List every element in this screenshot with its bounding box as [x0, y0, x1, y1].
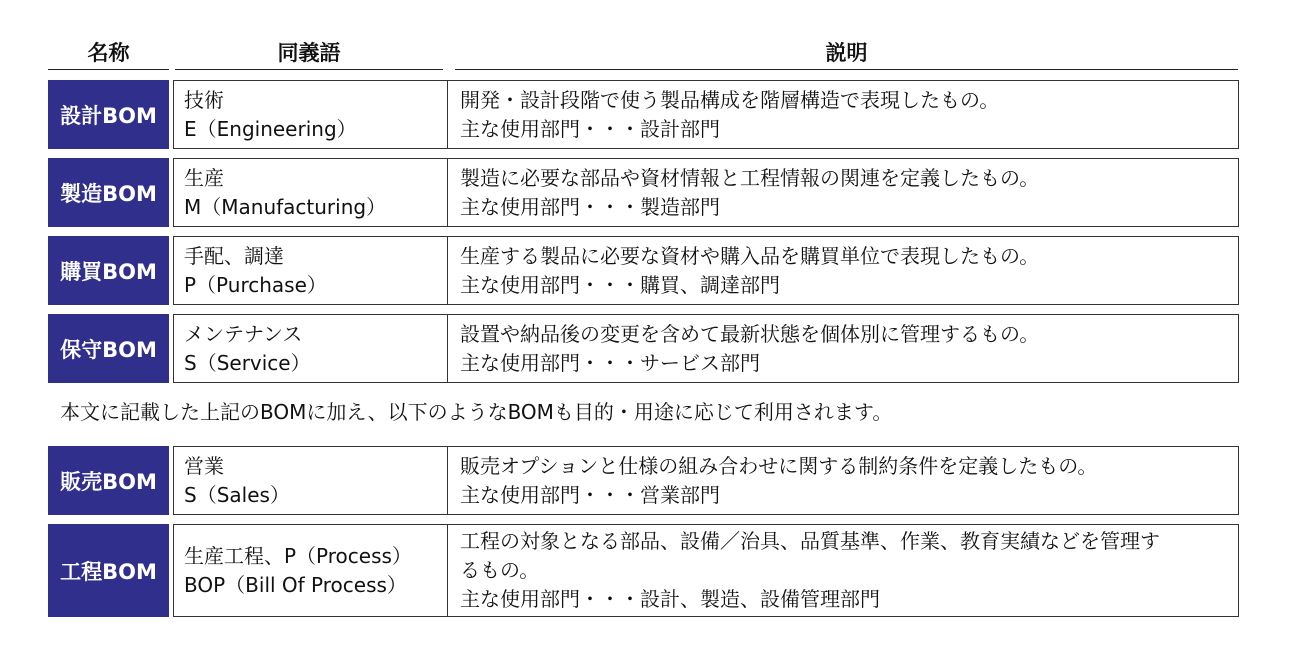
synonym-line: 生産工程、P（Process） — [184, 543, 412, 568]
bom-name: 工程BOM — [48, 524, 169, 617]
description-line: 主な使用部門・・・設計、製造、設備管理部門 — [460, 587, 880, 611]
bom-synonym — [173, 80, 448, 149]
bom-name: 製造BOM — [48, 158, 169, 227]
synonym-line: S（Service） — [184, 350, 311, 375]
description-line: 製造に必要な部品や資材情報と工程情報の関連を定義したもの。 — [460, 165, 1040, 190]
bom-row-sales — [48, 446, 1239, 515]
bom-row-manufacturing — [48, 158, 1239, 227]
bom-synonym — [173, 446, 448, 515]
synonym-line: メンテナンス — [184, 321, 303, 346]
bom-description — [448, 446, 1239, 515]
synonym-line: E（Engineering） — [184, 116, 357, 141]
synonym-line: M（Manufacturing） — [184, 194, 387, 219]
description-line: 主な使用部門・・・購買、調達部門 — [460, 272, 780, 297]
description-line: るもの。 — [460, 558, 540, 582]
bom-description — [448, 524, 1239, 617]
synonym-line: 技術 — [184, 87, 224, 112]
bom-synonym — [173, 314, 448, 383]
bom-row-service — [48, 314, 1239, 383]
description-line: 生産する製品に必要な資材や購入品を購買単位で表現したもの。 — [460, 243, 1040, 268]
bom-description — [448, 158, 1239, 227]
synonym-line: P（Purchase） — [184, 272, 327, 297]
synonym-line: 生産 — [184, 165, 224, 190]
header-description: 説明 — [455, 38, 1238, 70]
bom-description — [448, 80, 1239, 149]
synonym-line: 営業 — [184, 453, 224, 478]
bom-name: 設計BOM — [48, 80, 169, 149]
bom-row-process — [48, 524, 1239, 617]
synonym-line: BOP（Bill Of Process） — [184, 572, 407, 597]
description-line: 工程の対象となる部品、設備／治具、品質基準、作業、教育実績などを管理す — [460, 529, 1160, 553]
synonym-line: S（Sales） — [184, 482, 290, 507]
header-synonym: 同義語 — [175, 38, 443, 70]
description-line: 主な使用部門・・・サービス部門 — [460, 350, 760, 375]
description-line: 設置や納品後の変更を含めて最新状態を個体別に管理するもの。 — [460, 321, 1040, 346]
description-line: 主な使用部門・・・設計部門 — [460, 116, 720, 141]
bom-synonym — [173, 236, 448, 305]
header-name: 名称 — [48, 38, 169, 70]
note-text: 本文に記載した上記のBOMに加え、以下のようなBOMも目的・用途に応じて利用されます。 — [60, 400, 893, 424]
bom-description — [448, 314, 1239, 383]
synonym-line: 手配、調達 — [184, 243, 284, 268]
bom-name: 保守BOM — [48, 314, 169, 383]
description-line: 主な使用部門・・・製造部門 — [460, 194, 720, 219]
description-line: 主な使用部門・・・営業部門 — [460, 482, 720, 507]
bom-synonym — [173, 158, 448, 227]
bom-synonym — [173, 524, 448, 617]
bom-row-design — [48, 80, 1239, 149]
bom-row-purchase — [48, 236, 1239, 305]
description-line: 開発・設計段階で使う製品構成を階層構造で表現したもの。 — [460, 87, 1000, 112]
bom-name: 販売BOM — [48, 446, 169, 515]
description-line: 販売オプションと仕様の組み合わせに関する制約条件を定義したもの。 — [460, 453, 1098, 478]
bom-name: 購買BOM — [48, 236, 169, 305]
bom-description — [448, 236, 1239, 305]
